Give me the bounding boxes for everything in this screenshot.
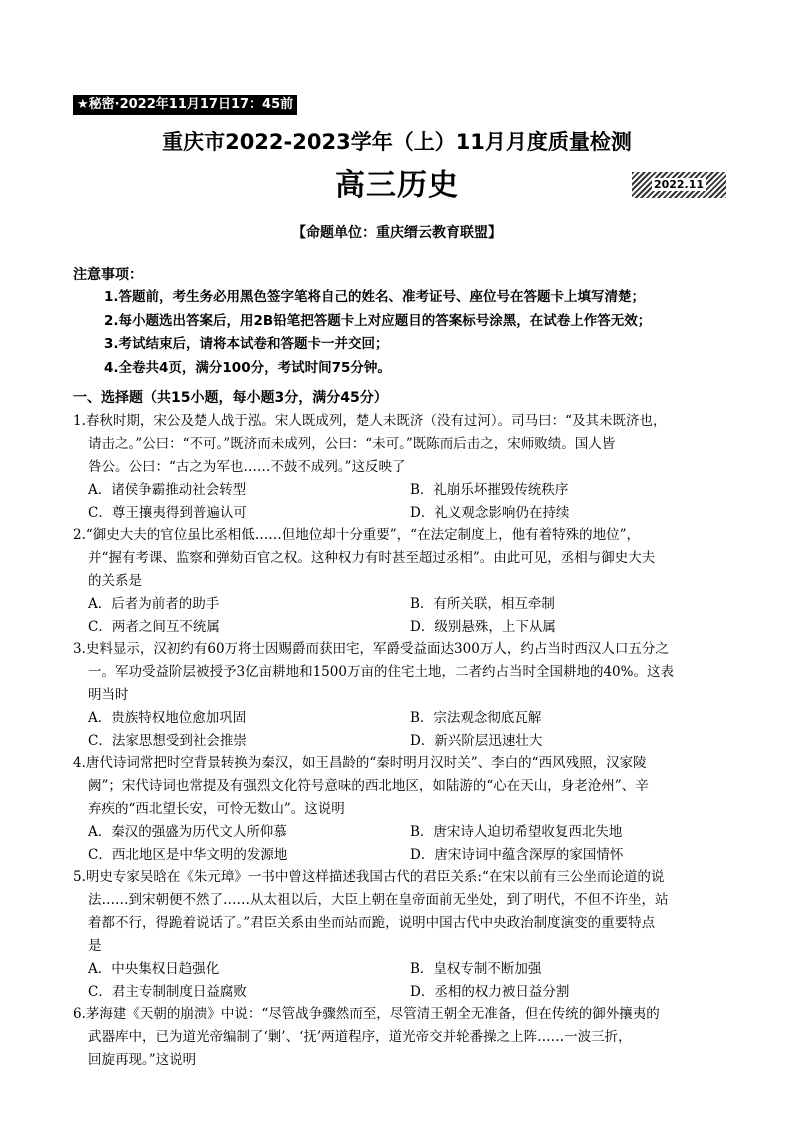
stem-line: 咎公。公曰：“古之为军也……不鼓不成列。”这反映了 xyxy=(88,459,406,475)
stem-line: 6.茅海建《天朝的崩溃》中说：“尽管战争骤然而至，尽管清王朝全无准备，但在传统的御外攘夷的 xyxy=(73,1006,660,1022)
notice-item: 3.考试结束后，请将本试卷和答题卡一并交回； xyxy=(104,336,389,352)
stem-line: 着都不行，得跪着说话了。”君臣关系由坐而站而跪，说明中国古代中央政治制度演变的重要特点 xyxy=(88,915,656,931)
section-heading: 一、选择题（共15小题，每小题3分，满分45分） xyxy=(73,390,388,406)
question-3 xyxy=(73,638,723,752)
option-d[interactable]: D．级别悬殊，上下从属 xyxy=(410,618,556,635)
option-b[interactable]: B．宗法观念彻底瓦解 xyxy=(410,710,542,726)
option-d[interactable]: D．唐宋诗词中蕴含深厚的家国情怀 xyxy=(410,846,624,863)
option-d[interactable]: D．丞相的权力被日益分割 xyxy=(410,983,570,1000)
notice-item: 1.答题前，考生务必用黑色签字笔将自己的姓名、准考证号、座位号在答题卡上填写清楚； xyxy=(104,289,646,305)
option-a[interactable]: A．中央集权日趋强化 xyxy=(88,961,220,977)
question-stem xyxy=(73,866,723,958)
stem-line: 请击之。”公曰：“不可。”既济而未成列，公曰：“未可。”既陈而后击之，宋师败绩。国人皆 xyxy=(88,436,616,452)
question-stem xyxy=(73,1003,723,1072)
stem-line: 3.史料显示，汉初约有60万将士因赐爵而获田宅，军爵受益面达300万人，约占当时西汉人口五分之 xyxy=(73,641,669,657)
stem-line: 明当时 xyxy=(88,687,129,703)
option-grid xyxy=(73,821,723,866)
option-c[interactable]: C．西北地区是中华文明的发源地 xyxy=(88,846,288,863)
stem-line: 是 xyxy=(88,938,102,954)
stem-line: 4.唐代诗词常把时空背景转换为秦汉，如王昌龄的“秦时明月汉时关”、李白的“西风残照，汉家陵 xyxy=(73,755,647,771)
option-a[interactable]: A．诸侯争霸推动社会转型 xyxy=(88,482,247,498)
exam-title: 重庆市2022-2023学年（上）11月月度质量检测 xyxy=(162,130,632,154)
notice-item: 2.每小题选出答案后，用2B铅笔把答题卡上对应题目的答案标号涂黑，在试卷上作答无效； xyxy=(104,312,652,329)
stem-line: 一。军功受益阶层被授予3亿亩耕地和1500万亩的住宅土地，二者约占当时全国耕地的40%。这表 xyxy=(88,664,674,680)
option-grid xyxy=(73,593,723,638)
stem-line: 回旋再现。”这说明 xyxy=(88,1052,197,1068)
option-c[interactable]: C．尊王攘夷得到普遍认可 xyxy=(88,504,247,521)
confidential-tag: ★秘密·2022年11月17日17：45前 xyxy=(73,95,297,115)
stem-line: 1.春秋时期，宋公及楚人战于泓。宋人既成列，楚人未既济（没有过河）。司马曰：“及其未既济也， xyxy=(73,413,667,429)
option-b[interactable]: B．礼崩乐坏摧毁传统秩序 xyxy=(410,482,569,498)
stem-line: 5.明史专家吴晗在《朱元璋》一书中曾这样描述我国古代的君臣关系:“在宋以前有三公坐而论道的说 xyxy=(73,869,665,885)
question-list xyxy=(73,410,723,1072)
stem-line: 法……到宋朝便不然了……从太祖以后，大臣上朝在皇帝面前无坐处，到了明代，不但不许坐，站 xyxy=(88,892,669,908)
option-a[interactable]: A．后者为前者的助手 xyxy=(88,596,220,612)
date-badge xyxy=(632,172,726,198)
stem-line: 弃疾的“西北望长安，可怜无数山”。这说明 xyxy=(88,801,345,817)
stem-line: 2.“御史大夫的官位虽比丞相低……但地位却十分重要”，“在法定制度上，他有着特殊的地位”， xyxy=(73,527,640,543)
notice-list xyxy=(104,286,651,380)
subject-title: 高三历史 xyxy=(335,168,459,203)
question-stem xyxy=(73,752,723,821)
stem-line: 武器库中，已为道光帝编制了‘剿’、‘抚’两道程序，道光帝交并轮番操之上阵……一波三折， xyxy=(88,1029,632,1045)
option-grid xyxy=(73,479,723,524)
question-5 xyxy=(73,866,723,1003)
question-6 xyxy=(73,1003,723,1072)
stem-line: 并“握有考课、监察和弹劾百官之权。这种权力有时甚至超过丞相”。由此可见，丞相与御史大夫 xyxy=(88,550,656,566)
option-b[interactable]: B．皇权专制不断加强 xyxy=(410,961,542,977)
option-grid xyxy=(73,707,723,752)
option-c[interactable]: C．两者之间互不统属 xyxy=(88,618,220,635)
notice-title: 注意事项： xyxy=(73,267,143,283)
question-4 xyxy=(73,752,723,866)
option-a[interactable]: A．贵族特权地位愈加巩固 xyxy=(88,710,247,726)
option-c[interactable]: C．法家思想受到社会推崇 xyxy=(88,732,247,749)
stem-line: 的关系是 xyxy=(88,573,142,589)
option-d[interactable]: D．新兴阶层迅速壮大 xyxy=(410,732,543,749)
option-grid xyxy=(73,958,723,1003)
question-1 xyxy=(73,410,723,524)
option-a[interactable]: A．秦汉的强盛为历代文人所仰慕 xyxy=(88,824,287,840)
notice-item: 4.全卷共4页，满分100分，考试时间75分钟。 xyxy=(104,359,391,376)
option-d[interactable]: D．礼义观念影响仍在持续 xyxy=(410,504,570,521)
option-b[interactable]: B．唐宋诗人迫切希望收复西北失地 xyxy=(410,824,623,840)
stem-line: 阙”；宋代诗词也常提及有强烈文化符号意味的西北地区，如陆游的“心在天山，身老沧州”、辛 xyxy=(88,778,649,794)
question-stem xyxy=(73,524,723,593)
option-c[interactable]: C．君主专制制度日益腐败 xyxy=(88,983,247,1000)
date-badge-text: 2022.11 xyxy=(653,178,705,191)
option-b[interactable]: B．有所关联，相互牵制 xyxy=(410,596,555,612)
question-stem xyxy=(73,638,723,707)
question-2 xyxy=(73,524,723,638)
question-stem xyxy=(73,410,723,479)
issuing-unit: 【命题单位：重庆缙云教育联盟】 xyxy=(292,225,502,241)
